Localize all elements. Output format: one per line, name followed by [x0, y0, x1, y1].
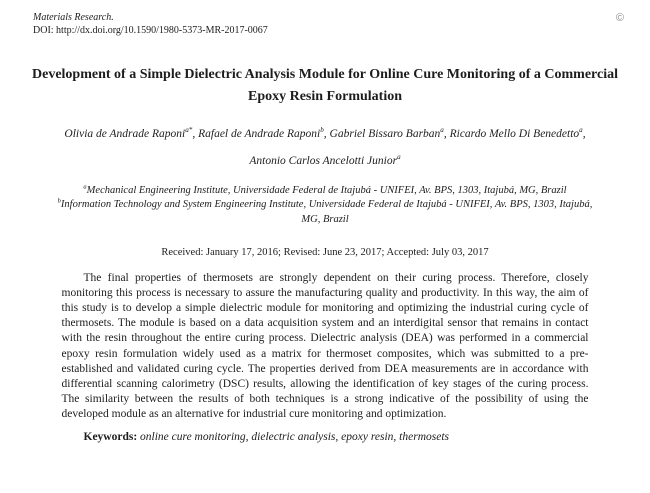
journal-name: Materials Research. [33, 12, 114, 23]
author [450, 128, 586, 140]
affiliation-text: Mechanical Engineering Institute, Universidade Federal de Itajubá - UNIFEI, Av. BPS, 1303, Itajubá, MG, Brazil [86, 185, 567, 197]
author [249, 152, 401, 167]
doi-text: DOI: http://dx.doi.org/10.1590/1980-5373-MR-2017-0067 [33, 24, 268, 36]
author-name: Ricardo Mello Di Benedetto [449, 128, 580, 141]
keywords-label: Keywords: [83, 431, 138, 444]
journal-masthead [33, 12, 268, 37]
author-list [45, 121, 605, 174]
author-name: Olivia de Andrade Raponi [64, 128, 186, 141]
author-separator: , [582, 128, 586, 141]
author [64, 128, 198, 140]
abstract-text: The final properties of thermosets are strongly dependent on their curing process. Therefore, closely monitoring this process is necessary to assure the manufacturing quality and productivity. In this way, the aim of this study is to develop a simple dielectric module for monitoring and optimizing the industrial curing cycle of thermosets. The module is based on a data acquisition system and an interdigital sensor that remains in contact with the resin throughout the entire curing process. Dielectric analysis (DEA) was performed in a commercial epoxy resin formulation widely used as a matrix for thermoset composites, which was submitted to a pre-established and validated curing cycle. The properties derived from DEA measurements are in accordance with differential scanning calorimetry (DSC) results, allowing the identification of key stages of the curing process. The similarity between the results of both techniques is a strong indicative of the possibility of using the developed module as an alternative for industrial cure monitoring and optimization. [61, 271, 589, 421]
author-name: Antonio Carlos Ancelotti Junior [249, 154, 398, 167]
affiliation [51, 184, 599, 198]
author-affiliation-mark: a [440, 126, 444, 135]
affiliation-mark: a [83, 183, 87, 191]
author-name: Rafael de Andrade Raponi [198, 128, 321, 141]
copyright-icon: © [615, 12, 624, 24]
author-affiliation-mark: a [397, 152, 401, 161]
affiliation-list [51, 184, 599, 227]
author [330, 128, 450, 140]
author-affiliation-mark: b [320, 126, 324, 135]
author-separator: , [323, 128, 330, 141]
article-dates: Received: January 17, 2016; Revised: June 23, 2017; Accepted: July 03, 2017 [161, 246, 489, 258]
keywords-line [62, 431, 589, 443]
affiliation [51, 198, 599, 226]
author [198, 128, 329, 140]
author-affiliation-mark: a [579, 126, 583, 135]
author-name: Gabriel Bissaro Barban [329, 128, 441, 141]
keywords-text: online cure monitoring, dielectric analysis, epoxy resin, thermosets [140, 431, 449, 444]
author-separator: , [192, 128, 199, 141]
author-affiliation-mark: a* [185, 126, 193, 135]
affiliation-mark: b [57, 197, 61, 205]
affiliation-text: Information Technology and System Engineering Institute, Universidade Federal de Itajubá - UNIFEI, Av. BPS, 1303, Itajubá, MG, Brazil [60, 199, 593, 225]
author-separator: , [443, 128, 450, 141]
article-title: Development of a Simple Dielectric Analysis Module for Online Cure Monitoring of a Commercial Epoxy Resin Formulation [32, 67, 618, 104]
